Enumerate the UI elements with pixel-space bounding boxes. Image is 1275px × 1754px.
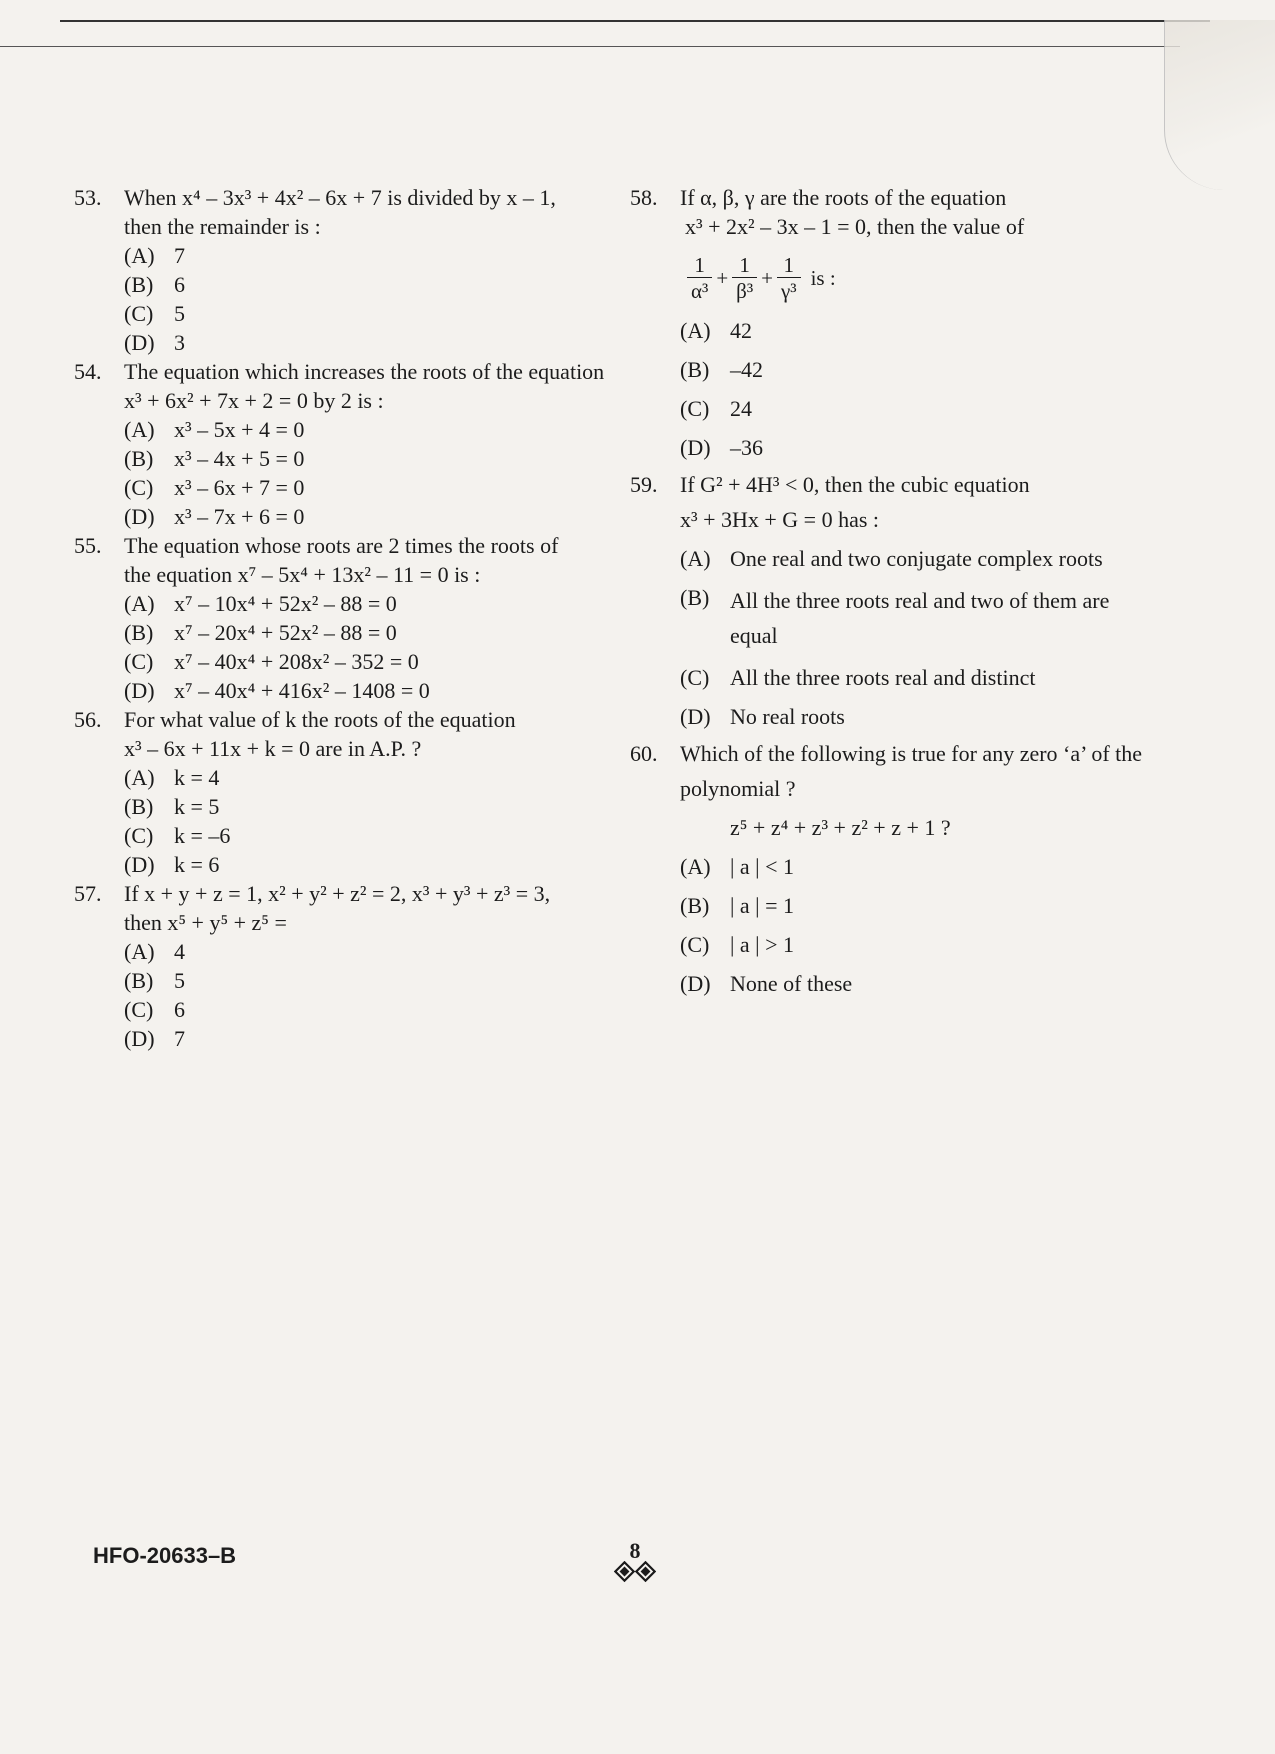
option-label: (C)	[124, 997, 154, 1022]
left-column	[74, 183, 634, 1053]
fraction-alpha	[687, 253, 712, 304]
question-text: If G² + 4H³ < 0, then the cubic equation	[680, 472, 1030, 497]
option-label: (D)	[124, 1026, 155, 1051]
question-text: For what value of k the roots of the equation	[124, 707, 516, 732]
option-text: 6	[174, 997, 185, 1022]
option-label: (B)	[124, 446, 154, 471]
question-55	[74, 531, 634, 589]
option-b	[680, 891, 1175, 920]
option-c	[680, 394, 1175, 423]
question-text: If x + y + z = 1, x² + y² + z² = 2, x³ + y³ + z³ = 3,	[124, 881, 551, 906]
option-a	[124, 415, 634, 444]
question-text: then the remainder is :	[124, 214, 321, 239]
option-text: x³ – 7x + 6 = 0	[174, 504, 305, 529]
option-text: –42	[730, 357, 763, 382]
question-number: 59.	[630, 472, 658, 497]
option-a	[124, 241, 634, 270]
question-number: 56.	[74, 707, 102, 732]
question-number: 55.	[74, 533, 102, 558]
question-number: 60.	[630, 741, 658, 766]
option-c	[124, 473, 634, 502]
option-label: (D)	[124, 678, 155, 703]
option-label: (D)	[680, 971, 711, 996]
top-rule-secondary	[0, 46, 1180, 47]
fraction-tail-text: is :	[810, 266, 836, 290]
option-d	[124, 1024, 634, 1053]
option-label: (B)	[680, 585, 710, 610]
option-text: | a | = 1	[730, 893, 794, 918]
option-text: 42	[730, 318, 752, 343]
option-text: All the three roots real and two of them are equal	[730, 588, 1110, 648]
option-b	[124, 444, 634, 473]
option-label: (C)	[124, 823, 154, 848]
fraction-numerator: 1	[739, 253, 750, 277]
option-label: (A)	[124, 939, 155, 964]
option-label: (D)	[124, 852, 155, 877]
diamond-ornament	[614, 1564, 656, 1579]
option-text: 4	[174, 939, 185, 964]
option-text: x⁷ – 10x⁴ + 52x² – 88 = 0	[174, 591, 397, 616]
option-c	[680, 663, 1175, 692]
option-d	[680, 969, 1175, 998]
right-column	[630, 183, 1175, 998]
fraction-beta	[732, 253, 757, 304]
option-label: (B)	[680, 357, 710, 382]
option-label: (B)	[124, 968, 154, 993]
question-equation-row	[680, 505, 1175, 534]
question-text: x³ – 6x + 11x + k = 0 are in A.P. ?	[124, 736, 422, 761]
option-text: One real and two conjugate complex roots	[730, 546, 1103, 571]
diamond-icon	[614, 1561, 635, 1582]
option-label: (C)	[124, 301, 154, 326]
option-c	[124, 647, 634, 676]
option-b	[680, 355, 1175, 384]
question-text: x³ + 6x² + 7x + 2 = 0 by 2 is :	[124, 388, 384, 413]
option-text: x⁷ – 40x⁴ + 416x² – 1408 = 0	[174, 678, 430, 703]
option-b	[680, 583, 1175, 653]
fraction-denominator: γ³	[777, 277, 801, 304]
option-label: (A)	[124, 765, 155, 790]
option-label: (D)	[124, 330, 155, 355]
option-c	[124, 299, 634, 328]
question-text: then x⁵ + y⁵ + z⁵ =	[124, 910, 287, 935]
question-equation: x³ + 3Hx + G = 0 has :	[680, 507, 880, 532]
option-a	[680, 852, 1175, 881]
question-number: 54.	[74, 359, 102, 384]
option-text: –36	[730, 435, 763, 460]
option-text: x⁷ – 40x⁴ + 208x² – 352 = 0	[174, 649, 419, 674]
option-label: (D)	[124, 504, 155, 529]
option-text: 5	[174, 301, 185, 326]
option-text: | a | < 1	[730, 854, 794, 879]
option-text: None of these	[730, 971, 853, 996]
top-rule	[60, 20, 1210, 22]
option-text: 7	[174, 243, 185, 268]
option-c	[680, 930, 1175, 959]
fraction-numerator: 1	[783, 253, 795, 277]
option-label: (A)	[680, 318, 711, 343]
question-56	[74, 705, 634, 763]
option-d	[124, 328, 634, 357]
option-text: x³ – 5x + 4 = 0	[174, 417, 305, 442]
question-text: polynomial ?	[680, 776, 796, 801]
option-text: 6	[174, 272, 185, 297]
option-c	[124, 995, 634, 1024]
option-label: (B)	[124, 272, 154, 297]
fraction-denominator: α³	[687, 277, 712, 304]
option-a	[680, 544, 1175, 573]
option-text: 5	[174, 968, 185, 993]
option-text: x³ – 6x + 7 = 0	[174, 475, 305, 500]
option-c	[124, 821, 634, 850]
question-equation: z⁵ + z⁴ + z³ + z² + z + 1 ?	[730, 815, 951, 840]
question-equation: x³ + 2x² – 3x – 1 = 0, then the value of	[685, 214, 1025, 239]
fraction-gamma	[777, 253, 801, 304]
option-b	[124, 270, 634, 299]
question-text: When x⁴ – 3x³ + 4x² – 6x + 7 is divided by x – 1,	[124, 185, 556, 210]
option-label: (C)	[680, 396, 710, 421]
option-text: x⁷ – 20x⁴ + 52x² – 88 = 0	[174, 620, 397, 645]
question-equation-row	[680, 813, 1175, 842]
option-label: (A)	[124, 591, 155, 616]
plus-sign: +	[761, 266, 773, 290]
fraction-expression	[685, 253, 1175, 304]
option-text: k = –6	[174, 823, 231, 848]
option-label: (D)	[680, 704, 711, 729]
option-label: (A)	[124, 243, 155, 268]
option-text: 3	[174, 330, 185, 355]
option-label: (B)	[124, 794, 154, 819]
option-a	[124, 589, 634, 618]
question-text: If α, β, γ are the roots of the equation	[680, 185, 1007, 210]
option-label: (A)	[680, 854, 711, 879]
question-number: 53.	[74, 185, 102, 210]
question-text: the equation x⁷ – 5x⁴ + 13x² – 11 = 0 is :	[124, 562, 481, 587]
question-54	[74, 357, 634, 415]
page-number: 8	[629, 1538, 641, 1563]
question-number: 58.	[630, 185, 658, 210]
option-d	[124, 850, 634, 879]
option-label: (B)	[124, 620, 154, 645]
option-label: (A)	[680, 546, 711, 571]
option-text: No real roots	[730, 704, 845, 729]
option-a	[124, 937, 634, 966]
option-label: (B)	[680, 893, 710, 918]
page-curl-shadow	[1164, 20, 1275, 190]
fraction-numerator: 1	[694, 253, 705, 277]
question-58	[630, 183, 1175, 212]
question-57	[74, 879, 634, 937]
option-text: k = 6	[174, 852, 220, 877]
option-b	[124, 966, 634, 995]
option-text: k = 5	[174, 794, 220, 819]
option-text: k = 4	[174, 765, 220, 790]
plus-sign: +	[716, 266, 729, 290]
question-59	[630, 470, 1175, 499]
question-53	[74, 183, 634, 241]
question-60	[630, 739, 1175, 768]
option-d	[680, 433, 1175, 462]
option-label: (A)	[124, 417, 155, 442]
option-label: (C)	[124, 475, 154, 500]
fraction-denominator: β³	[732, 277, 757, 304]
question-text: The equation whose roots are 2 times the roots of	[124, 533, 559, 558]
question-number: 57.	[74, 881, 102, 906]
option-d	[124, 676, 634, 705]
booklet-code: HFO-20633–B	[93, 1543, 237, 1568]
question-text-row	[680, 774, 1175, 803]
option-d	[124, 502, 634, 531]
option-label: (D)	[680, 435, 711, 460]
option-text: x³ – 4x + 5 = 0	[174, 446, 305, 471]
option-text: 7	[174, 1026, 185, 1051]
question-text: Which of the following is true for any zero ‘a’ of the	[680, 741, 1143, 766]
option-label: (C)	[124, 649, 154, 674]
option-text: | a | > 1	[730, 932, 794, 957]
option-b	[124, 618, 634, 647]
option-label: (C)	[680, 665, 710, 690]
option-a	[124, 763, 634, 792]
option-label: (C)	[680, 932, 710, 957]
option-d	[680, 702, 1175, 731]
option-text: 24	[730, 396, 752, 421]
diamond-icon	[635, 1561, 656, 1582]
option-b	[124, 792, 634, 821]
question-text: The equation which increases the roots of the equation	[124, 359, 605, 384]
option-a	[680, 316, 1175, 345]
option-text: All the three roots real and distinct	[730, 665, 1036, 690]
